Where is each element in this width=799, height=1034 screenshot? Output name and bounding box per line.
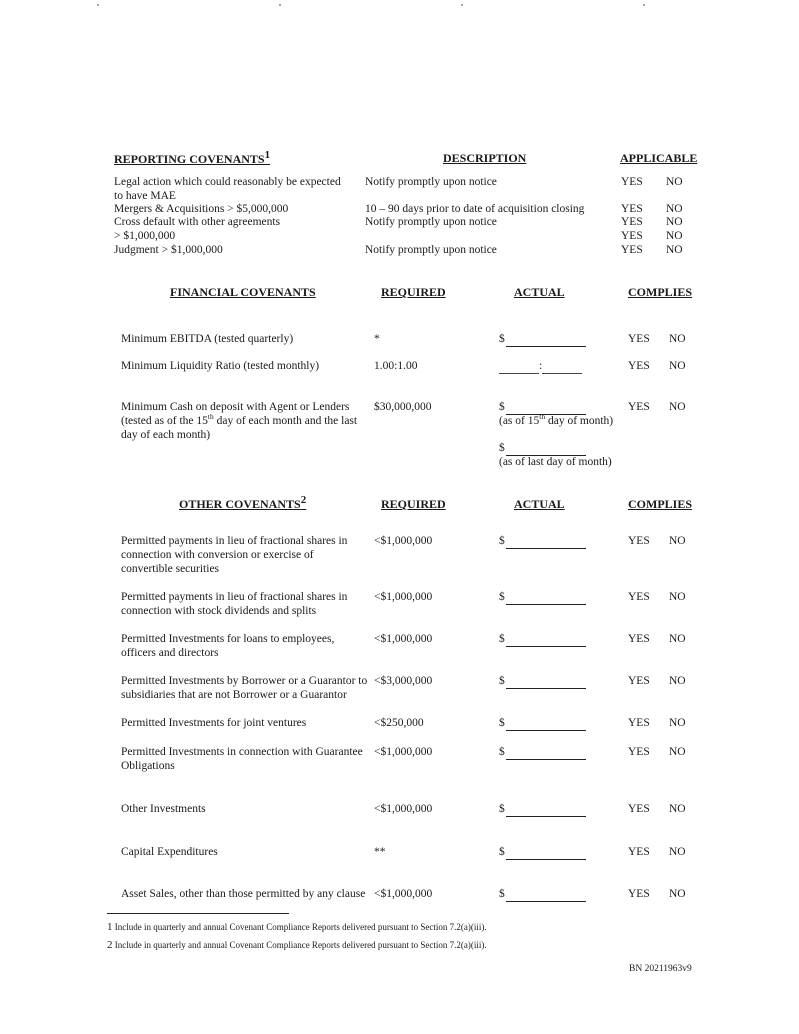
reporting-description: Notify promptly upon notice <box>365 176 497 188</box>
actual-field: $ <box>499 675 586 689</box>
covenant-label: convertible securities <box>121 563 220 575</box>
required-value: <$1,000,000 <box>374 746 433 758</box>
other-header: OTHER COVENANTS2 <box>179 494 307 511</box>
actual-field: $ <box>499 717 586 731</box>
actual-header: ACTUAL <box>514 497 565 511</box>
actual-field: $ <box>499 803 586 817</box>
no-option: NO <box>669 591 686 603</box>
yes-option: YES <box>628 746 650 758</box>
yes-option: YES <box>628 803 650 815</box>
covenant-label: Minimum Liquidity Ratio (tested monthly) <box>121 360 320 372</box>
no-option: NO <box>669 535 686 547</box>
yes-option: YES <box>628 360 650 372</box>
actual-field: $ <box>499 746 586 760</box>
actual-field: $ <box>499 442 586 456</box>
yes-option: YES <box>628 633 650 645</box>
covenant-label: Permitted Investments in connection with Guarantee <box>121 746 363 758</box>
required-value: * <box>374 333 380 345</box>
actual-field: $ <box>499 333 586 347</box>
yes-option: YES <box>628 675 650 687</box>
covenant-label: officers and directors <box>121 647 219 659</box>
no-option: NO <box>669 401 686 413</box>
yes-option: YES <box>628 535 650 547</box>
required-value: <$1,000,000 <box>374 535 433 547</box>
yes-option: YES <box>628 333 650 345</box>
no-option: NO <box>669 333 686 345</box>
yes-option: YES <box>621 244 643 256</box>
ratio-field: : <box>499 360 582 374</box>
required-value: <$3,000,000 <box>374 675 433 687</box>
no-option: NO <box>669 675 686 687</box>
actual-note: (as of last day of month) <box>499 456 612 468</box>
covenant-label: day of each month) <box>121 429 211 441</box>
required-value: 1.00:1.00 <box>374 360 418 372</box>
covenant-label: subsidiaries that are not Borrower or a Guarantor <box>121 689 347 701</box>
financial-header: FINANCIAL COVENANTS <box>170 285 316 299</box>
scan-speck <box>461 4 463 6</box>
required-value: <$1,000,000 <box>374 803 433 815</box>
no-option: NO <box>666 230 683 242</box>
yes-option: YES <box>621 216 643 228</box>
covenant-label: Permitted Investments for joint ventures <box>121 717 307 729</box>
yes-option: YES <box>621 230 643 242</box>
description-header: DESCRIPTION <box>443 151 527 165</box>
yes-option: YES <box>628 401 650 413</box>
covenant-label: connection with conversion or exercise of <box>121 549 314 561</box>
required-value: ** <box>374 846 386 858</box>
no-option: NO <box>669 888 686 900</box>
footnote: 1 Include in quarterly and annual Covenant Compliance Reports delivered pursuant to Section 7.2(a)(iii). <box>107 921 487 933</box>
scan-speck <box>643 4 645 6</box>
reporting-label: Cross default with other agreements <box>114 216 281 228</box>
reporting-header: REPORTING COVENANTS1 <box>114 149 271 166</box>
covenant-label: Minimum EBITDA (tested quarterly) <box>121 333 294 345</box>
yes-option: YES <box>628 846 650 858</box>
reporting-label: > $1,000,000 <box>114 230 176 242</box>
actual-field: $ <box>499 535 586 549</box>
covenant-label: Other Investments <box>121 803 206 815</box>
covenant-label: Permitted Investments by Borrower or a Guarantor to <box>121 675 368 687</box>
required-value: <$1,000,000 <box>374 591 433 603</box>
covenant-label: Permitted Investments for loans to employees, <box>121 633 335 645</box>
actual-header: ACTUAL <box>514 285 565 299</box>
required-value: <$250,000 <box>374 717 424 729</box>
yes-option: YES <box>628 717 650 729</box>
no-option: NO <box>669 633 686 645</box>
no-option: NO <box>666 176 683 188</box>
no-option: NO <box>669 746 686 758</box>
covenant-label: Asset Sales, other than those permitted by any clause <box>121 888 366 900</box>
covenant-label: connection with stock dividends and splits <box>121 605 317 617</box>
reporting-label: Legal action which could reasonably be expected <box>114 176 341 188</box>
reporting-description: Notify promptly upon notice <box>365 216 497 228</box>
no-option: NO <box>666 244 683 256</box>
applicable-header: APPLICABLE <box>620 151 698 165</box>
required-header: REQUIRED <box>381 285 446 299</box>
reporting-description: Notify promptly upon notice <box>365 244 497 256</box>
yes-option: YES <box>621 176 643 188</box>
covenant-label: Permitted payments in lieu of fractional shares in <box>121 591 348 603</box>
no-option: NO <box>669 846 686 858</box>
document-id: BN 20211963v9 <box>629 964 692 974</box>
complies-header: COMPLIES <box>628 497 693 511</box>
covenant-label: Capital Expenditures <box>121 846 218 858</box>
covenant-label: (tested as of the 15th day of each month and the last <box>121 412 358 427</box>
yes-option: YES <box>621 203 643 215</box>
required-value: $30,000,000 <box>374 401 432 413</box>
yes-option: YES <box>628 888 650 900</box>
reporting-description: 10 – 90 days prior to date of acquisition closing <box>365 203 585 215</box>
footnote-separator <box>107 913 289 914</box>
reporting-label: Judgment > $1,000,000 <box>114 244 223 256</box>
no-option: NO <box>666 203 683 215</box>
no-option: NO <box>666 216 683 228</box>
actual-note: (as of 15th day of month) <box>499 412 614 427</box>
actual-field: $ <box>499 888 586 902</box>
actual-field: $ <box>499 591 586 605</box>
covenant-label: Permitted payments in lieu of fractional shares in <box>121 535 348 547</box>
required-value: <$1,000,000 <box>374 633 433 645</box>
actual-field: $ <box>499 846 586 860</box>
actual-field: $ <box>499 633 586 647</box>
no-option: NO <box>669 360 686 372</box>
scan-speck <box>279 4 281 6</box>
covenant-label: Minimum Cash on deposit with Agent or Lenders <box>121 401 350 413</box>
yes-option: YES <box>628 591 650 603</box>
no-option: NO <box>669 803 686 815</box>
required-value: <$1,000,000 <box>374 888 433 900</box>
covenant-label: Obligations <box>121 760 175 772</box>
footnote: 2 Include in quarterly and annual Covenant Compliance Reports delivered pursuant to Section 7.2(a)(iii). <box>107 939 487 951</box>
reporting-label: Mergers & Acquisitions > $5,000,000 <box>114 203 289 215</box>
reporting-label: to have MAE <box>114 190 176 202</box>
required-header: REQUIRED <box>381 497 446 511</box>
complies-header: COMPLIES <box>628 285 693 299</box>
scan-speck <box>97 4 99 6</box>
actual-field: $ <box>499 401 586 415</box>
no-option: NO <box>669 717 686 729</box>
